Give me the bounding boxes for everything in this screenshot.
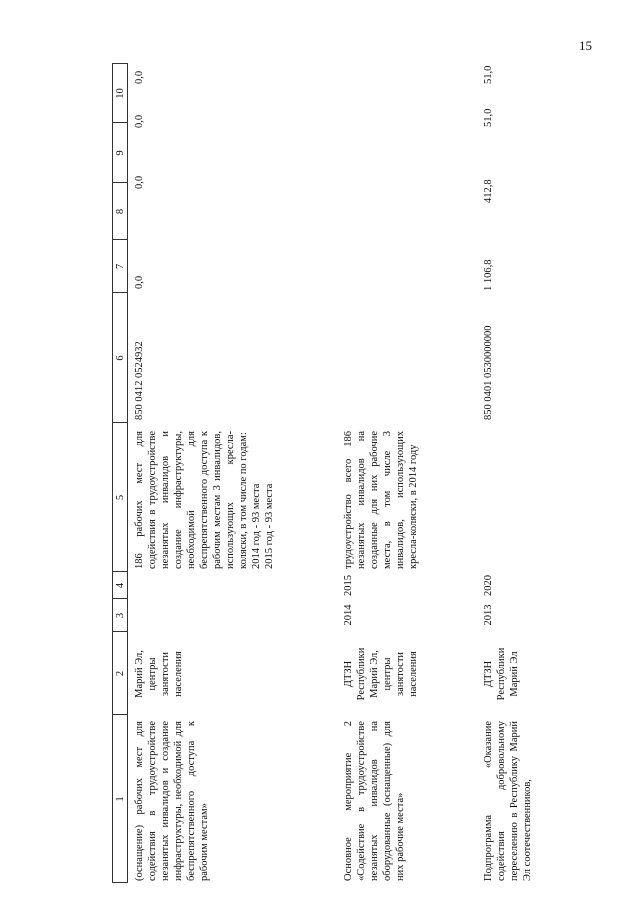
column-header: 8 bbox=[115, 208, 126, 215]
row1-value-col9: 0,0 bbox=[134, 114, 145, 128]
row3-executor: ДТЗН Республики Марий Эл bbox=[483, 647, 520, 701]
column-header: 7 bbox=[115, 263, 126, 270]
row1-result-year2: 2015 год - 93 места bbox=[264, 483, 275, 569]
row1-value-col8: 0,0 bbox=[134, 175, 145, 189]
row1-value-col10: 0,0 bbox=[134, 70, 145, 84]
row1-budget-code: 850 0412 0524932 bbox=[134, 341, 145, 420]
row2-executor: ДТЗН Республики Марий Эл, центры занятости населения bbox=[343, 647, 419, 701]
row2-name: Основное мероприятие 2 «Содействие в трудоустройстве незанятых инвалидов на оборудованные (оснащенные) для них рабочие места» bbox=[343, 721, 406, 881]
row3-end-year: 2020 bbox=[483, 575, 494, 596]
column-header: 5 bbox=[115, 494, 126, 501]
column-header: 4 bbox=[115, 582, 126, 589]
row1-result-text: 186 рабочих мест для содействия в трудоустройстве незанятых инвалидов и создание инфраструктуры, необходимой для беспрепятственного доступа к рабочим местам 3 инвалидов, использующих кресла-коляски, в том числе по годам: bbox=[134, 431, 249, 569]
row1-value-col7: 0,0 bbox=[134, 275, 145, 289]
rotated-table-sheet bbox=[112, 63, 584, 883]
row1-name: (оснащение) рабочих мест для содействия в трудоустройстве незанятых инвалидов и создание инфраструктуры, необходимой для беспрепятственного доступа к рабочим местам» bbox=[134, 721, 210, 881]
column-header: 1 bbox=[115, 796, 126, 802]
row3-value-col7: 1 106,8 bbox=[483, 259, 494, 291]
row2-start-year: 2014 bbox=[343, 604, 354, 626]
column-header: 10 bbox=[115, 88, 126, 99]
page-number: 15 bbox=[579, 38, 592, 53]
column-header: 3 bbox=[115, 612, 126, 619]
row3-start-year: 2013 bbox=[483, 604, 494, 626]
header-bottom-border bbox=[127, 63, 128, 883]
column-header: 2 bbox=[115, 670, 126, 677]
row3-value-col9: 51,0 bbox=[483, 108, 494, 127]
row1-executor: Марий Эл, центры занятости населения bbox=[134, 650, 184, 698]
row1-result-year1: 2014 год - 93 места bbox=[251, 483, 262, 569]
row2-result: трудоустройство всего 186 незанятых инвалидов на созданные для них рабочие места, в том числе 3 инвалидов, использующих кресла-коляски, в 2014 году bbox=[343, 431, 419, 569]
row3-value-col10: 51,0 bbox=[483, 65, 494, 84]
column-header: 6 bbox=[115, 355, 126, 361]
row3-value-col8: 412,8 bbox=[483, 179, 494, 203]
row2-end-year: 2015 bbox=[343, 575, 354, 596]
row3-name: Подпрограмма «Оказание содействия добровольному переселению в Республику Марий Эл соотечественников, bbox=[483, 721, 533, 881]
program-table bbox=[112, 63, 584, 883]
row3-budget-code: 850 0401 0530000000 bbox=[483, 325, 494, 420]
row1-result bbox=[133, 431, 323, 569]
header-top-border bbox=[112, 63, 113, 883]
column-header: 9 bbox=[115, 150, 126, 156]
